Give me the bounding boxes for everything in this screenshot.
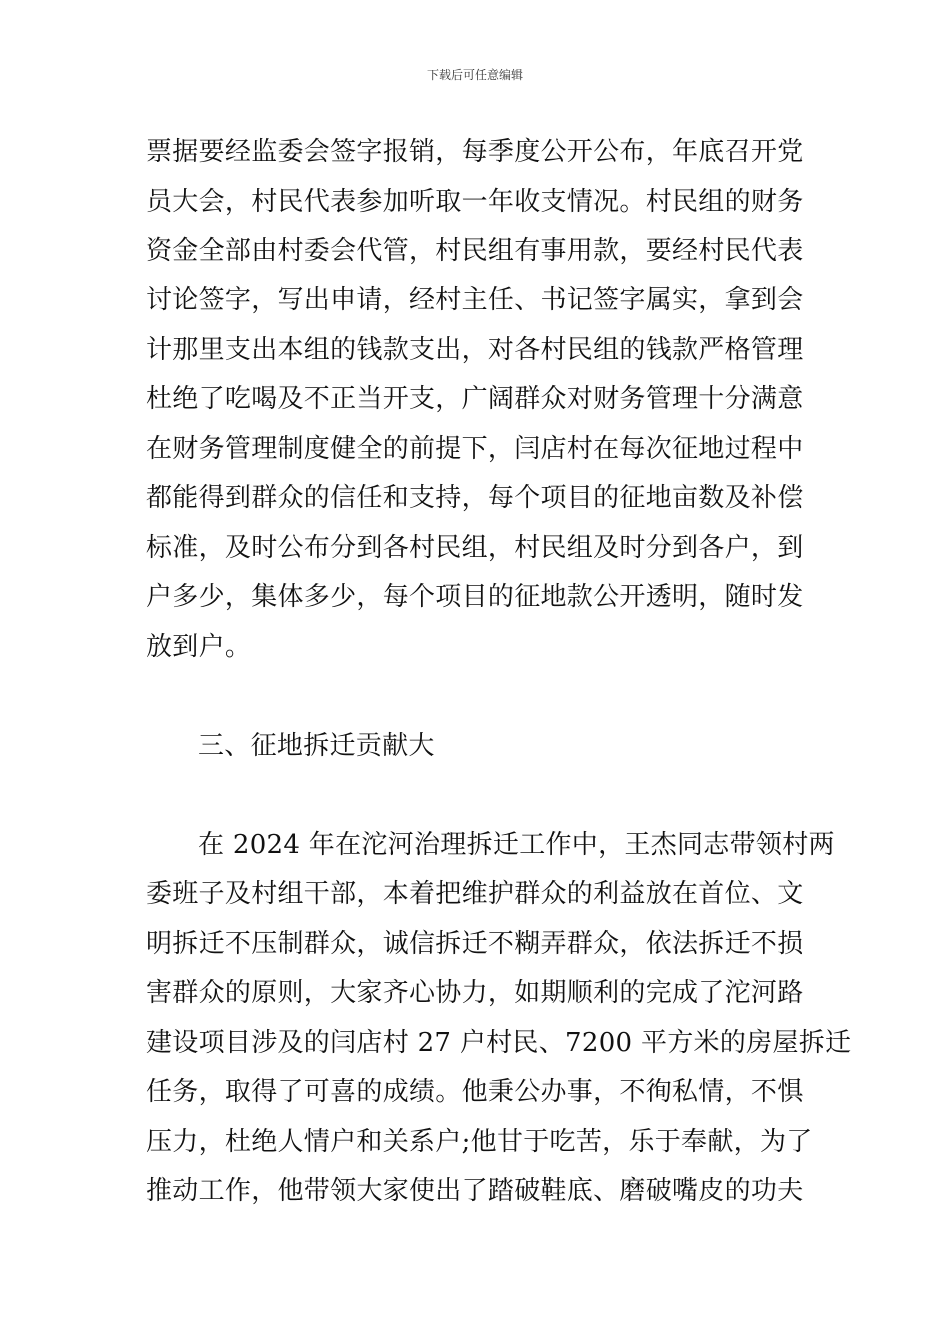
text-line: 户多少，集体多少，每个项目的征地款公开透明，随时发 [146,582,804,612]
text-line: 推动工作，他带领大家使出了踏破鞋底、磨破嘴皮的功夫 [146,1176,804,1206]
text-line: 员大会，村民代表参加听取一年收支情况。村民组的财务 [146,187,804,217]
text-line: 讨论签字，写出申请，经村主任、书记签字属实，拿到会 [146,285,804,315]
header-note: 下载后可任意编辑 [426,68,523,82]
text-line: 任务，取得了可喜的成绩。他秉公办事，不徇私情，不惧 [146,1077,804,1107]
text-line: 都能得到群众的信任和支持，每个项目的征地亩数及补偿 [146,483,804,513]
text-line: 明拆迁不压制群众，诚信拆迁不糊弄群众，依法拆迁不损 [146,929,804,959]
text-line: 计那里支出本组的钱款支出，对各村民组的钱款严格管理 [146,335,804,365]
text-line: 杜绝了吃喝及不正当开支，广阔群众对财务管理十分满意 [146,384,804,414]
text-line: 资金全部由村委会代管，村民组有事用款，要经村民代表 [146,236,804,266]
text-line: 票据要经监委会签字报销，每季度公开公布，年底召开党 [146,137,804,167]
text-line: 害群众的原则，大家齐心协力，如期顺利的完成了沱河路 [146,978,804,1008]
text-line: 压力，杜绝人情户和关系户;他甘于吃苦，乐于奉献，为了 [146,1127,813,1157]
section-heading: 三、征地拆迁贡献大 [198,731,435,761]
text-line: 放到户。 [146,632,252,662]
text-line: 建设项目涉及的闫店村 27 户村民、7200 平方米的房屋拆迁 [146,1028,852,1058]
text-line: 委班子及村组干部，本着把维护群众的利益放在首位、文 [146,879,804,909]
text-line: 在财务管理制度健全的前提下，闫店村在每次征地过程中 [146,434,804,464]
text-line: 标准，及时公布分到各村民组，村民组及时分到各户，到 [146,533,804,563]
text-line: 在 2024 年在沱河治理拆迁工作中，王杰同志带领村两 [198,830,835,860]
